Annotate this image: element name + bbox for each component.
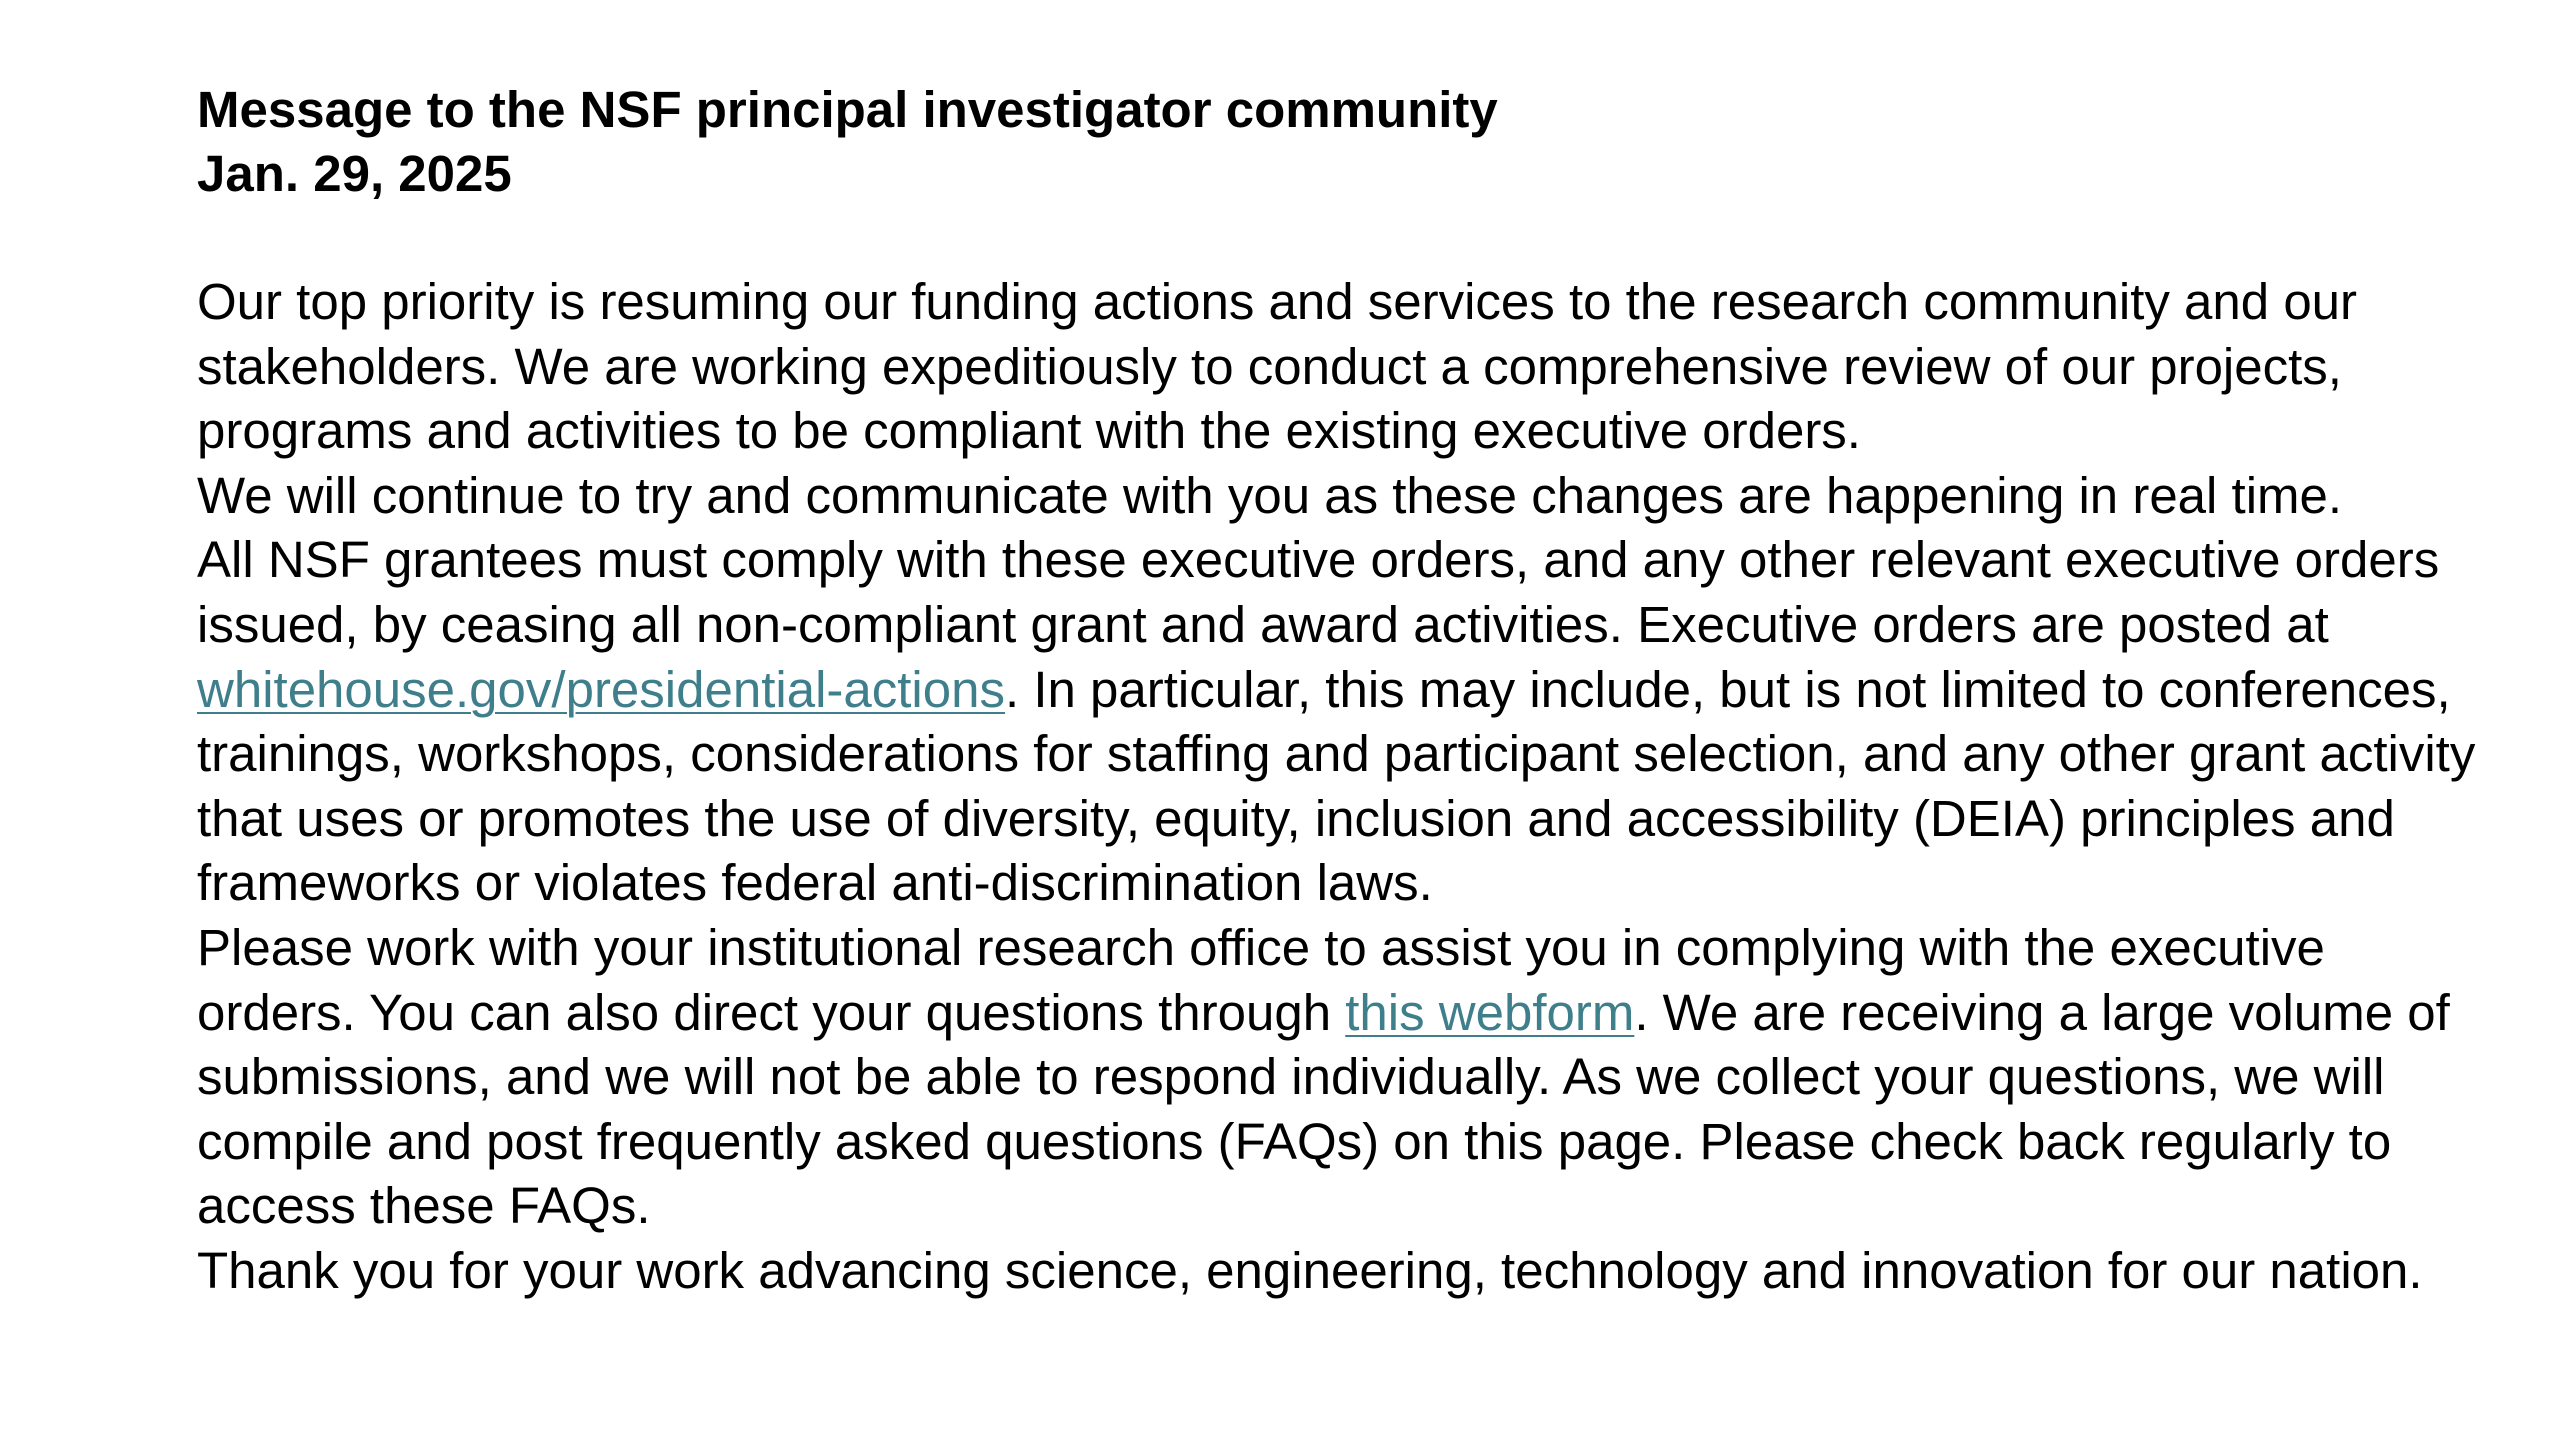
message-title: Message to the NSF principal investigator community <box>197 81 1498 138</box>
paragraph-thanks: Thank you for your work advancing science, engineering, technology and innovation for our nation. <box>197 1241 2423 1299</box>
paragraph-priority: Our top priority is resuming our funding actions and services to the research community and our stakeholders. We are working expeditiously to conduct a comprehensive review of our projects, programs and activities to be compliant with the existing executive orders. <box>197 273 2358 460</box>
whitehouse-presidential-actions-link[interactable]: whitehouse.gov/presidential-actions <box>197 660 1005 718</box>
message-document <box>197 78 2487 1304</box>
paragraph-communication: We will continue to try and communicate with you as these changes are happening in real time. <box>197 466 2343 524</box>
paragraph-questions <box>197 916 2487 1239</box>
paragraph-compliance-text-start: All NSF grantees must comply with these executive orders, and any other relevant executive orders issued, by ceasing all non-compliant grant and award activities. Executive orders are posted at <box>197 531 2440 653</box>
message-body <box>197 270 2487 1304</box>
paragraph-questions-text-start: Please work with your institutional research office to assist you in complying with the executive orders. You can also direct your questions through <box>197 918 2325 1041</box>
paragraph-compliance-text-end: . In particular, this may include, but is not limited to conferences, trainings, workshops, considerations for staffing and participant selection, and any other grant activity that uses or promotes the use of diversity, equity, inclusion and accessibility (DEIA) principles and frameworks or violates federal anti-discrimination laws. <box>197 660 2476 912</box>
message-date: Jan. 29, 2025 <box>197 145 512 202</box>
paragraph-compliance <box>197 528 2487 916</box>
paragraph-questions-text-end: . We are receiving a large volume of submissions, and we will not be able to respond individually. As we collect your questions, we will compile and post frequently asked questions (FAQs) on this page. Please check back regularly to access these FAQs. <box>197 983 2450 1235</box>
message-header <box>197 78 2487 206</box>
webform-link[interactable]: this webform <box>1345 983 1635 1041</box>
